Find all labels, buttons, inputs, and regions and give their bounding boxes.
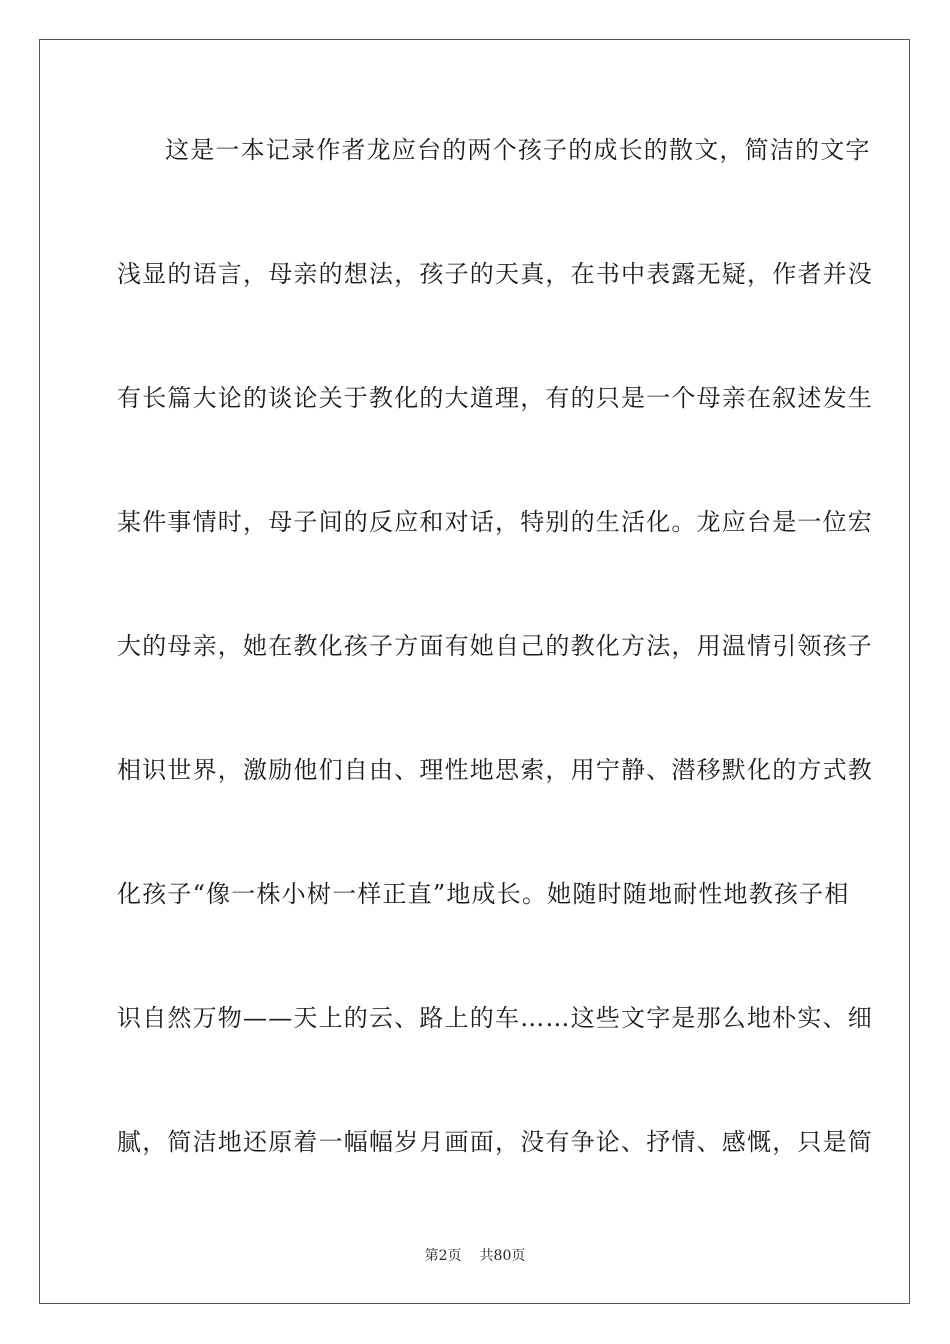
paragraph-line-5: 大的母亲，她在教化孩子方面有她自己的教化方法，用温情引领孩子 — [117, 632, 873, 660]
total-pages-label: 共80页 — [479, 1248, 526, 1264]
paragraph-line-2: 浅显的语言，母亲的想法，孩子的天真，在书中表露无疑，作者并没 — [117, 260, 873, 288]
paragraph-line-8: 识自然万物——天上的云、路上的车……这些文字是那么地朴实、细 — [117, 1004, 873, 1032]
paragraph-line-4: 某件事情时，母子间的反应和对话，特别的生活化。龙应台是一位宏 — [117, 508, 873, 536]
paragraph-line-3: 有长篇大论的谈论关于教化的大道理，有的只是一个母亲在叙述发生 — [117, 384, 873, 412]
paragraph-line-6: 相识世界，激励他们自由、理性地思索，用宁静、潜移默化的方式教 — [117, 756, 873, 784]
paragraph-line-7: 化孩子“像一株小树一样正直”地成长。她随时随地耐性地教孩子相 — [117, 880, 850, 908]
page-footer — [0, 1247, 950, 1265]
paragraph-line-1: 这是一本记录作者龙应台的两个孩子的成长的散文，简洁的文字 — [165, 136, 871, 164]
paragraph-line-9: 腻，简洁地还原着一幅幅岁月画面，没有争论、抒情、感慨，只是简 — [117, 1128, 873, 1156]
page-border — [39, 39, 910, 1304]
current-page-label: 第2页 — [424, 1248, 462, 1264]
